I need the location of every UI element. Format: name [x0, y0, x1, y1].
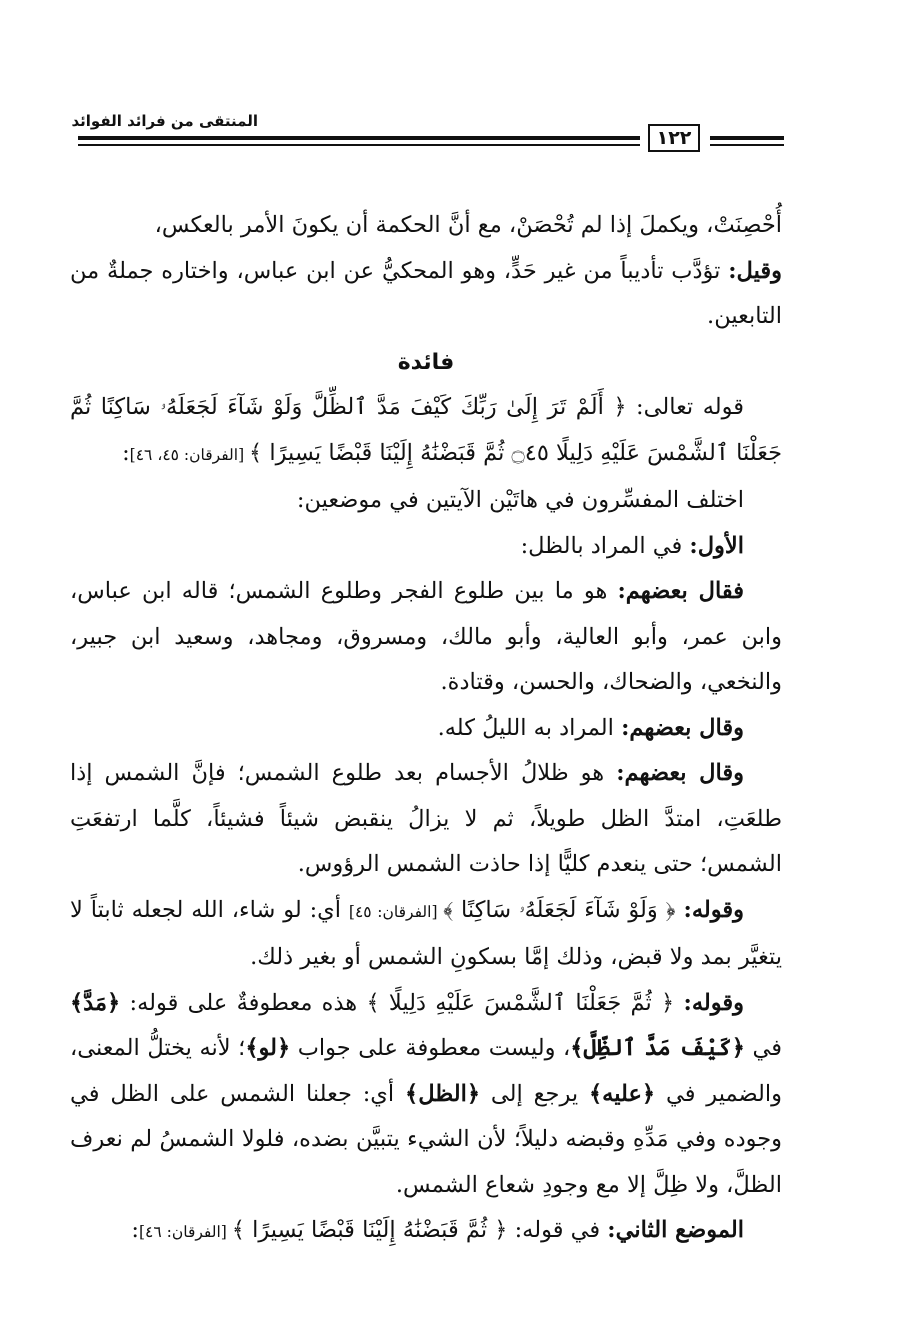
- paragraph-second-point: [70, 1208, 782, 1256]
- paragraph-label: الأول:: [689, 532, 744, 559]
- quran-verse: ﴿ أَلَمْ تَرَ إِلَىٰ رَبِّكَ كَيْفَ مَدَّ ٱلظِّلَّ وَلَوْ شَآءَ لَجَعَلَهُۥ سَاكِنًا ثُمَّ جَعَلْنَا ٱلشَّمْسَ عَلَيْهِ دَلِيلًا ۝٤٥ ثُمَّ قَبَضْنَٰهُ إِلَيْنَا قَبْضًا يَسِيرًا ﴾: [70, 394, 782, 466]
- paragraph-text: أي: لو شاء، الله لجعله ثابتاً لا يتغيَّر بمد ولا قبض، وذلك إمَّا بسكونِ الشمس أو بغير ذلك.: [70, 896, 782, 970]
- paragraph-label: وقوله:: [683, 989, 744, 1016]
- paragraph-text: ؛ لأنه يختلُّ المعنى، والضمير في: [70, 1035, 783, 1107]
- page-body: [70, 203, 782, 1256]
- paragraph-verse-intro: [70, 385, 782, 478]
- paragraph-text: يرجع إلى: [480, 1080, 589, 1107]
- paragraph-label: وقال بعضهم:: [616, 760, 745, 786]
- paragraph-label: وقوله:: [683, 896, 744, 923]
- quoted-word: ﴿عليه﴾: [589, 1080, 656, 1107]
- paragraph-text: المراد به الليلُ كله.: [437, 714, 622, 741]
- paragraph-continuation: [70, 203, 782, 249]
- section-heading: فائدة: [397, 349, 455, 375]
- paragraph-first-point: [70, 524, 782, 570]
- paragraph-text: هو ظلالُ الأجسام بعد طلوع الشمس؛ فإنَّ الشمس إذا طلعَتِ، امتدَّ الظل طويلاً، ثم لا يزالُ ينقبض شيئاً فشيئاً، كلَّما ارتفعَتِ الشمس؛ حتى ينعدم كليًّا إذا حاذت الشمس الرؤوس.: [70, 760, 782, 877]
- paragraph-text: ، وليست معطوفة على جواب: [290, 1035, 571, 1061]
- paragraph-label: الموضع الثاني:: [607, 1217, 744, 1243]
- paragraph-text: في: [744, 1035, 783, 1061]
- paragraph-label: وقال بعضهم:: [621, 714, 744, 741]
- verse-reference: [الفرقان: ٤٥، ٤٦]: [129, 445, 250, 464]
- paragraph-wa-lau-shaa: [70, 888, 782, 981]
- paragraph-text: :: [131, 1217, 139, 1243]
- verse-reference: [الفرقان: ٤٥]: [348, 902, 444, 921]
- quoted-word: ﴿لو﴾: [245, 1035, 291, 1061]
- quran-verse: ﴿ ثُمَّ قَبَضْنَٰهُ إِلَيْنَا قَبْضًا يَسِيرًا ﴾: [231, 1217, 508, 1243]
- paragraph-text: قوله تعالى:: [626, 394, 744, 420]
- paragraph-wa-qila: [70, 249, 782, 340]
- running-header-title: المنتقى من فرائد الفوائد: [71, 112, 258, 130]
- paragraph-opinion-2: [70, 706, 782, 752]
- quoted-word: ﴿الظل﴾: [405, 1080, 481, 1107]
- paragraph-opinion-1: [70, 569, 782, 706]
- header-rule-right-thick: [710, 136, 784, 140]
- paragraph-thumma-jaalna: [70, 981, 782, 1209]
- verse-reference: [الفرقان: ٤٦]: [138, 1223, 232, 1241]
- quran-verse: ﴿ وَلَوْ شَآءَ لَجَعَلَهُۥ سَاكِنًا ﴾: [443, 896, 684, 923]
- paragraph-opinion-3: [70, 751, 782, 888]
- paragraph-label: وقيل:: [728, 257, 782, 284]
- quoted-word: ﴿مَدَّ﴾: [70, 989, 121, 1016]
- paragraph-disagreement: [70, 478, 782, 524]
- header-rule-left-thick: [78, 136, 640, 140]
- paragraph-label: فقال بعضهم:: [617, 578, 744, 604]
- quoted-word: ﴿كَيْفَ مَدَّ ٱلظِّلَّ﴾: [570, 1035, 745, 1061]
- paragraph-text: أي: جعلنا الشمس على الظل في وجوده وفي مَدِّهِ وقبضه دليلاً؛ لأن الشيء يتبيَّن بضده، فلولا الشمسُ لم نعرف الظلَّ، ولا ظِلَّ إلا مع وجودِ شعاع الشمس.: [70, 1080, 782, 1198]
- paragraph-text: تؤدَّب تأديباً من غير حَدٍّ، وهو المحكيُّ عن ابن عباس، واختاره جملةٌ من التابعين.: [70, 257, 782, 329]
- header-rule-left-thin: [78, 144, 640, 146]
- header-rule-right-thin: [710, 144, 784, 146]
- paragraph-text: في قوله:: [507, 1217, 608, 1243]
- paragraph-text: في المراد بالظل:: [520, 532, 690, 559]
- paragraph-text: هو ما بين طلوع الفجر وطلوع الشمس؛ قاله ابن عباس، وابن عمر، وأبو العالية، وأبو مالك، ومسروق، ومجاهد، وسعيد ابن جبير، والنخعي، والضحاك، والحسن، وقتادة.: [70, 578, 782, 695]
- paragraph-text: اختلف المفسِّرون في هاتَيْن الآيتين في موضعين:: [296, 487, 744, 513]
- paragraph-text: أُحْصِنَتْ، ويكملَ إذا لم تُحْصَنْ، مع أنَّ الحكمة أن يكونَ الأمر بالعكس،: [154, 212, 782, 238]
- paragraph-text: هذه معطوفةٌ على قوله:: [120, 989, 367, 1016]
- page-number: ١٢٢: [648, 124, 700, 152]
- paragraph-text: :: [122, 439, 130, 466]
- quran-verse: ﴿ ثُمَّ جَعَلْنَا ٱلشَّمْسَ عَلَيْهِ دَلِيلًا ﴾: [366, 989, 684, 1016]
